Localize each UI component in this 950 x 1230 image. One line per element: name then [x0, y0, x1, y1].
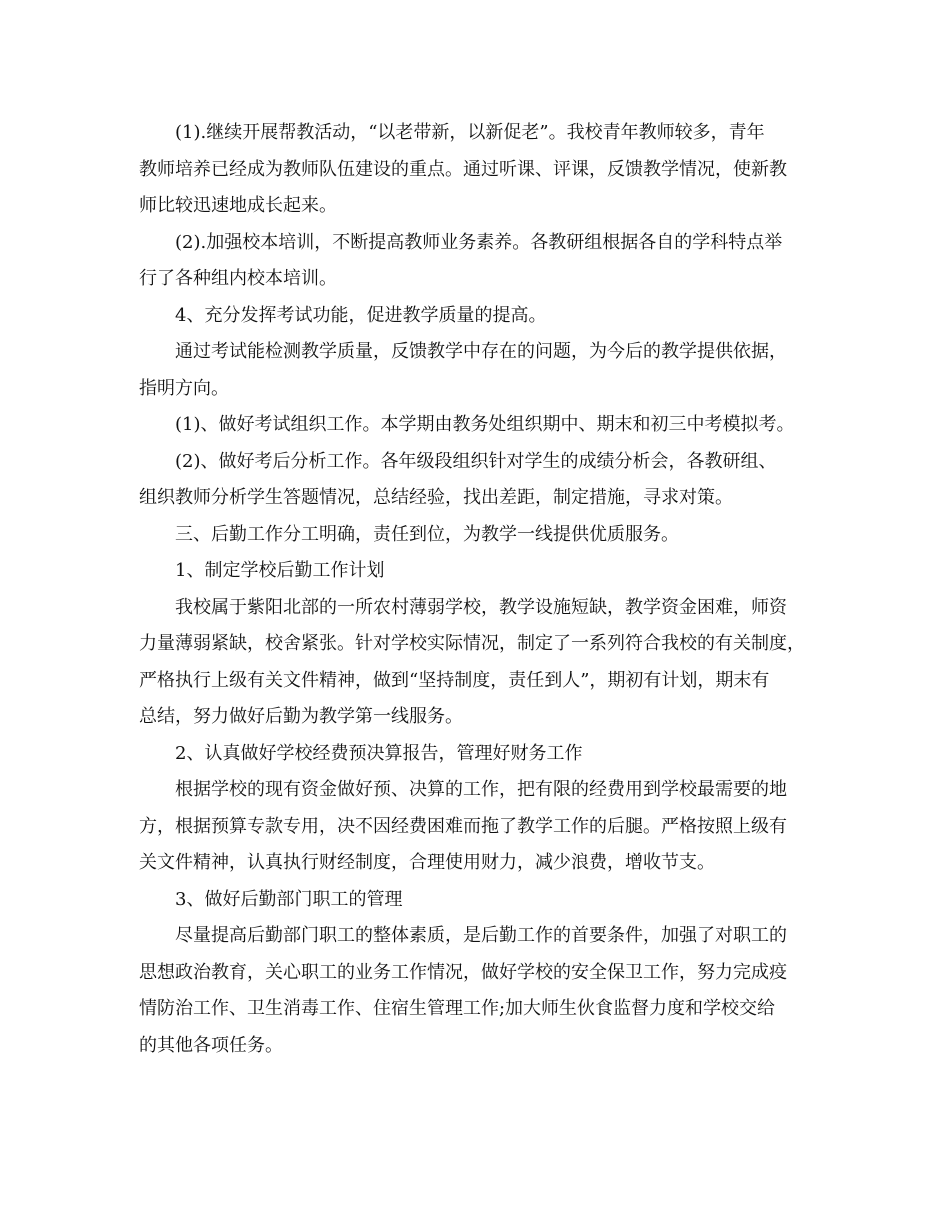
text-line: 行了各种组内校本培训。 — [139, 268, 337, 289]
document-body — [139, 115, 819, 1064]
text-line: 关文件精神，认真执行财经制度，合理使用财力，减少浪费，增收节支。 — [139, 852, 715, 873]
text-line: 思想政治教育，关心职工的业务工作情况，做好学校的安全保卫工作，努力完成疫 — [139, 961, 787, 983]
text-line: 教师培养已经成为教师队伍建设的重点。通过听课、评课，反馈教学情况，使新教 — [139, 158, 787, 180]
text-line: 通过考试能检测教学质量，反馈教学中存在的问题，为今后的教学提供依据， — [175, 341, 787, 362]
text-line: 严格执行上级有关文件精神，做到“坚持制度，责任到人”，期初有计划，期末有 — [139, 669, 770, 691]
text-line: 的其他各项任务。 — [139, 1034, 283, 1056]
text-line: (1).继续开展帮教活动，“以老带新，以新促老”。我校青年教师较多，青年 — [175, 122, 765, 143]
text-line: (2).加强校本培训，不断提高教师业务素养。各教研组根据各自的学科特点举 — [175, 231, 783, 253]
text-line: 力量薄弱紧缺，校舍紧张。针对学校实际情况，制定了一系列符合我校的有关制度， — [139, 633, 805, 654]
text-line: 指明方向。 — [139, 377, 229, 399]
text-line: (2)、做好考后分析工作。各年级段组织针对学生的成绩分析会，各教研组、 — [175, 450, 777, 472]
text-line: 三、后勤工作分工明确，责任到位，为教学一线提供优质服务。 — [175, 523, 679, 545]
text-line: 总结，努力做好后勤为教学第一线服务。 — [139, 706, 463, 727]
text-line: 4、充分发挥考试功能，促进教学质量的提高。 — [175, 304, 547, 326]
text-line: 组织教师分析学生答题情况，总结经验，找出差距，制定措施，寻求对策。 — [139, 487, 733, 508]
text-line: (1)、做好考试组织工作。本学期由教务处组织期中、期末和初三中考模拟考。 — [175, 414, 795, 435]
text-line: 尽量提高后勤部门职工的整体素质，是后勤工作的首要条件，加强了对职工的 — [175, 925, 787, 946]
text-line: 情防治工作、卫生消毒工作、住宿生管理工作;加大师生伙食监督力度和学校交给 — [139, 998, 776, 1019]
text-line: 2、认真做好学校经费预决算报告，管理好财务工作 — [175, 742, 583, 764]
text-line: 我校属于紫阳北部的一所农村薄弱学校，教学设施短缺，教学资金困难，师资 — [175, 596, 787, 618]
text-line: 1、制定学校后勤工作计划 — [175, 560, 385, 581]
text-line: 3、做好后勤部门职工的管理 — [175, 888, 403, 910]
text-line: 根据学校的现有资金做好预、决算的工作，把有限的经费用到学校最需要的地 — [175, 779, 787, 800]
text-line: 方，根据预算专款专用，决不因经费困难而拖了教学工作的后腿。严格按照上级有 — [139, 815, 787, 837]
text-line: 师比较迅速地成长起来。 — [139, 195, 337, 216]
